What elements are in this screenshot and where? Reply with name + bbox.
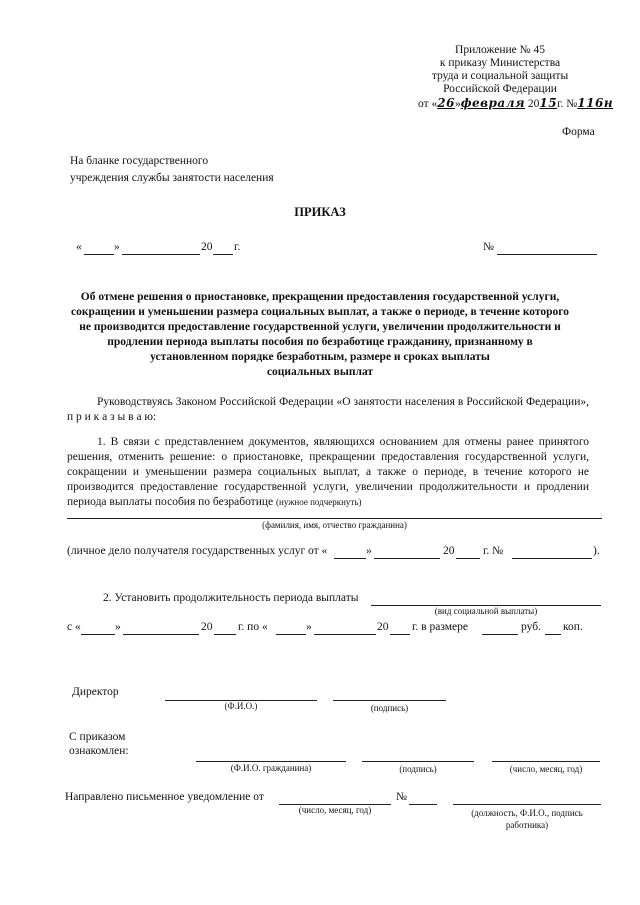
close-quote: » [114, 241, 120, 253]
notice-label: Направлено письменное уведомление от [65, 791, 264, 803]
item-2-text: 2. Установить продолжительность периода выплаты [103, 592, 359, 604]
personal-file-prefix: (личное дело получателя государственных услуг от « [67, 545, 328, 557]
year-blank[interactable] [213, 254, 233, 255]
to-year-prefix: 20 [377, 621, 389, 633]
blank-line-2: учреждения службы занятости населения [70, 172, 274, 184]
file-day-blank[interactable] [334, 558, 366, 559]
handwritten-number: 116н [577, 96, 614, 110]
month-blank[interactable] [122, 254, 200, 255]
date-quote: » [454, 98, 461, 110]
employee-caption-line-1: (должность, Ф.И.О., подпись [471, 808, 583, 818]
year-prefix: 20 [525, 98, 540, 110]
to-month-blank[interactable] [314, 634, 376, 635]
rub-blank[interactable] [482, 634, 518, 635]
from-year-prefix: 20 [201, 621, 213, 633]
appendix-line-3: труда и социальной защиты [431, 70, 569, 82]
item-1-note: (нужное подчеркнуть) [276, 497, 362, 507]
file-close-quote: » [366, 545, 372, 557]
number-prefix: г. № [557, 98, 578, 110]
year-suffix: г. [234, 241, 241, 253]
citizen-sign-caption: (подпись) [399, 764, 437, 774]
heading-line-5: установленном порядке безработным, размере и сроках выплаты [150, 351, 490, 363]
heading-line-3: не производится предоставление государственной услуги, увеличении продолжительности и [79, 321, 561, 333]
director-label: Директор [72, 686, 119, 698]
acquainted-date-blank[interactable] [492, 761, 600, 762]
to-close-quote: » [306, 621, 312, 633]
file-month-blank[interactable] [374, 558, 440, 559]
employee-blank[interactable] [453, 804, 601, 805]
page-title: ПРИКАЗ [294, 205, 346, 219]
appendix-line-4: Российской Федерации [443, 83, 557, 95]
paragraph-basis: Руководствуясь Законом Российской Федерации «О занятости населения в Российской Федерации», п р и к а з ы в а ю: [67, 396, 589, 423]
citizen-fio-caption: (фамилия, имя, отчество гражданина) [262, 520, 407, 530]
order-number-blank[interactable] [497, 254, 597, 255]
file-number-label: г. № [483, 545, 504, 557]
appendix-date-line [418, 96, 613, 110]
payment-kind-caption: (вид социальной выплаты) [434, 606, 538, 616]
handwritten-year: 15 [539, 96, 558, 110]
open-quote: « [76, 241, 82, 253]
to-day-blank[interactable] [276, 634, 306, 635]
date-prefix: от « [418, 98, 438, 110]
from-month-blank[interactable] [123, 634, 199, 635]
handwritten-day: 26 [437, 96, 455, 110]
director-sign-caption: (подпись) [370, 703, 409, 713]
file-number-blank[interactable] [512, 558, 592, 559]
to-year-blank[interactable] [390, 634, 410, 635]
rub-label: руб. [521, 621, 541, 633]
year-prefix: 20 [201, 241, 213, 253]
file-line-end: ). [593, 545, 600, 557]
citizen-name-blank[interactable] [196, 761, 346, 762]
heading-line-4: продлении периода выплаты пособия по безработице гражданину, признанному в [107, 336, 533, 348]
file-year-prefix: 20 [443, 545, 455, 557]
citizen-name-caption: (Ф.И.О. гражданина) [230, 763, 312, 773]
handwritten-month: февраля [460, 96, 526, 110]
acquainted-line-1: С приказом [69, 731, 126, 743]
heading-line-1: Об отмене решения о приостановке, прекращении предоставления государственной услуги, [80, 291, 560, 303]
acquainted-line-2: ознакомлен: [69, 745, 129, 757]
citizen-fio-blank[interactable] [67, 518, 602, 519]
period-to-label: г. по « [238, 621, 268, 633]
acquainted-date-caption: (число, месяц, год) [509, 764, 583, 774]
from-close-quote: » [115, 621, 121, 633]
from-year-blank[interactable] [214, 634, 236, 635]
kop-blank[interactable] [545, 634, 561, 635]
notice-number-blank[interactable] [409, 804, 437, 805]
item-1-text: 1. В связи с представлением документов, являющихся основанием для отмены ранее принятого решения, отменить решение: о приостановке, прекращении предоставления государственной услуги, сокращении и уменьшении размера социальных выплат, а также о периоде, в течение которого не производится предоставление государственной услуги, увеличении продолжительности и продлении периода выплаты пособия по безработице [67, 436, 589, 508]
file-year-blank[interactable] [456, 558, 480, 559]
from-day-blank[interactable] [81, 634, 115, 635]
amount-label: г. в размере [412, 621, 468, 633]
paragraph-item-1 [67, 435, 589, 510]
citizen-sign-blank[interactable] [362, 761, 474, 762]
kop-label: коп. [563, 621, 583, 633]
director-fio-caption: (Ф.И.О.) [224, 701, 258, 711]
heading-line-6: социальных выплат [266, 366, 374, 378]
form-label: Форма [562, 126, 595, 138]
day-blank[interactable] [84, 254, 114, 255]
period-from-label: с « [67, 621, 81, 633]
heading-line-2: сокращении и уменьшении размера социальных выплат, а также о периоде, в течение которого [71, 306, 569, 318]
number-sign: № [483, 241, 494, 253]
blank-line-1: На бланке государственного [70, 155, 209, 167]
appendix-line-2: к приказу Министерства [439, 57, 561, 69]
notice-date-caption: (число, месяц, год) [298, 805, 372, 815]
notice-number-sign: № [396, 791, 407, 803]
appendix-number: Приложение № 45 [455, 44, 545, 56]
director-sign-blank[interactable] [333, 700, 446, 701]
employee-caption-line-2: работника) [505, 820, 549, 830]
